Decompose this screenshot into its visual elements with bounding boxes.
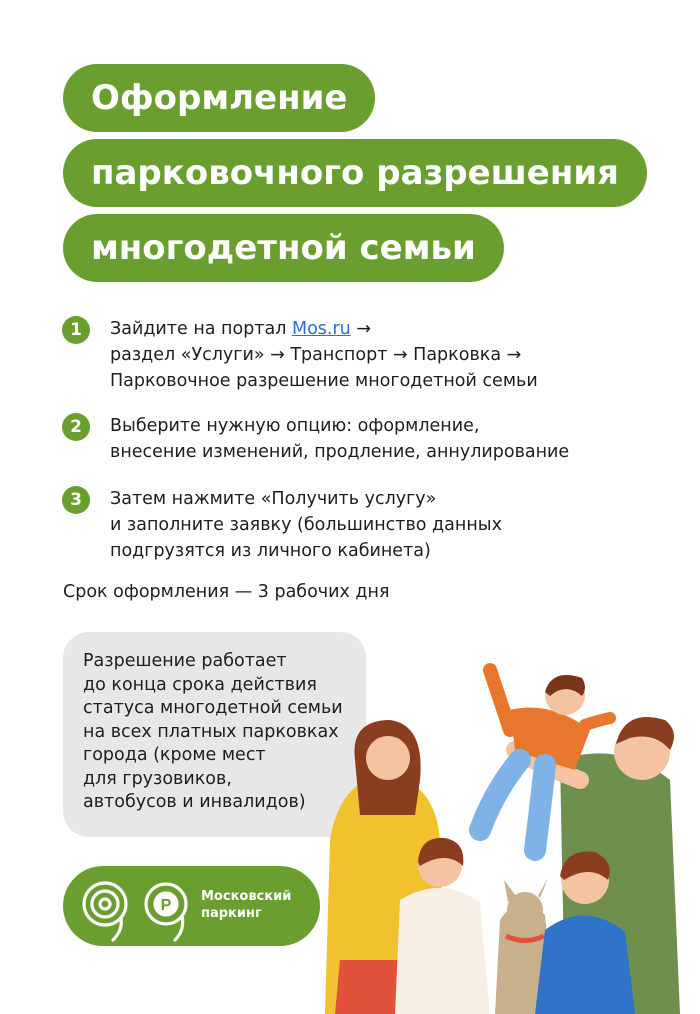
- step-1-text: [110, 316, 538, 394]
- processing-term: Срок оформления — 3 рабочих дня: [63, 582, 390, 602]
- title-line-1: Оформление: [63, 64, 375, 132]
- step-1-line-1: Зайдите на портал: [110, 319, 292, 339]
- mos-ru-link[interactable]: Mos.ru: [291, 319, 351, 339]
- step-2-text: [110, 413, 569, 465]
- title-line-3: многодетной семьи: [63, 214, 504, 282]
- svg-text:P: P: [160, 897, 172, 914]
- info-note-text: Разрешение работает до конца срока действия статуса многодетной семьи на всех платных парковках города (кроме мест для грузовиков, автобусов и инвалидов): [83, 651, 343, 812]
- moscow-parking-logo: [63, 866, 320, 946]
- step-number-badge: 1: [62, 316, 90, 344]
- step-number-badge: 3: [62, 486, 90, 514]
- step-3-text: [110, 486, 502, 564]
- moscow-nine-logo-icon: [84, 883, 126, 940]
- logo-icons: [63, 866, 193, 946]
- step-2-line-1: Выберите нужную опцию: оформление,: [110, 416, 480, 436]
- title-line-2: парковочного разрешения: [63, 139, 647, 207]
- step-3-line-3: подгрузятся из личного кабинета): [110, 541, 431, 561]
- step-3-line-2: и заполните заявку (большинство данных: [110, 515, 502, 535]
- step-3-line-1: Затем нажмите «Получить услугу»: [110, 489, 437, 509]
- step-1-line-3: Парковочное разрешение многодетной семьи: [110, 371, 538, 391]
- step-1-line-2: раздел «Услуги» → Транспорт → Парковка →: [110, 345, 522, 365]
- parking-p-icon: [146, 884, 186, 940]
- arrow-text: →: [350, 319, 371, 339]
- logo-text: Московский паркинг: [201, 889, 292, 921]
- family-illustration: [320, 640, 700, 1014]
- step-number-badge: 2: [62, 413, 90, 441]
- step-2-line-2: внесение изменений, продление, аннулирование: [110, 442, 570, 462]
